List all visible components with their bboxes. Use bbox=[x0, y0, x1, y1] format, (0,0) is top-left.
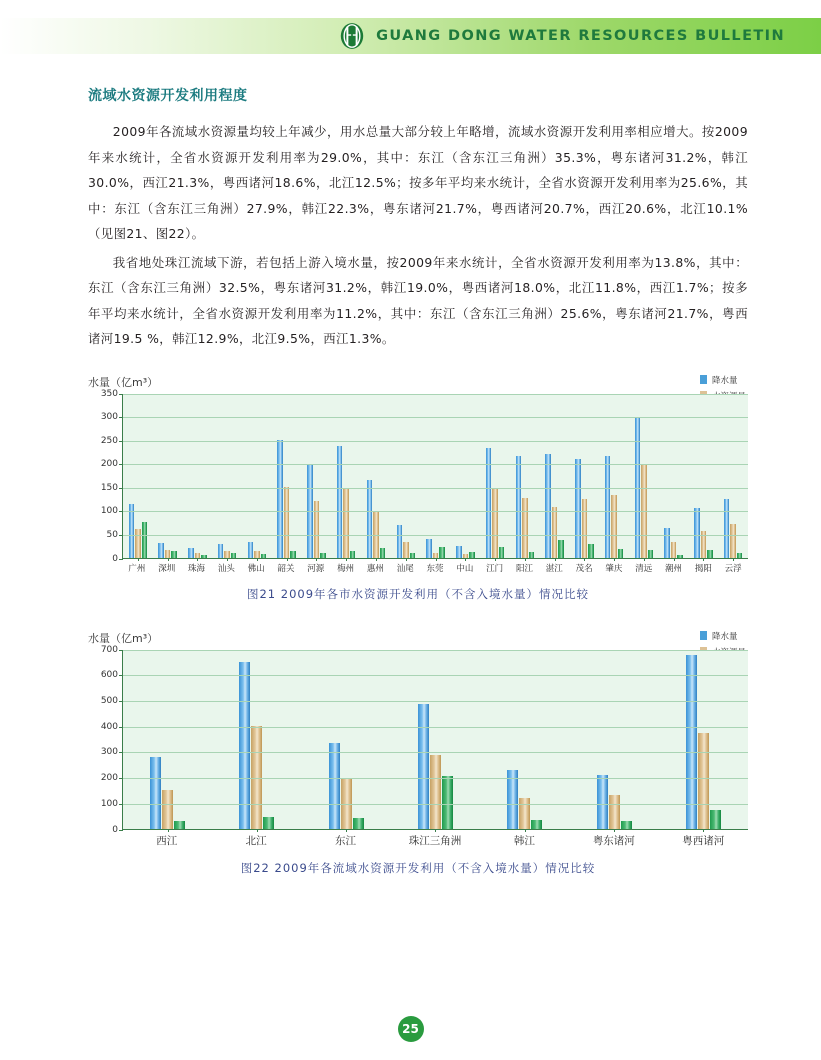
axis-tick bbox=[119, 441, 123, 442]
section-heading: 流域水资源开发利用程度 bbox=[88, 88, 248, 104]
bar-group bbox=[480, 650, 569, 829]
category-tick bbox=[703, 829, 704, 832]
axis-tick bbox=[119, 727, 123, 728]
category-tick bbox=[257, 829, 258, 832]
bar bbox=[284, 487, 290, 558]
bar bbox=[597, 775, 608, 828]
gridline bbox=[123, 701, 748, 702]
bar bbox=[277, 440, 283, 558]
legend-label: 降水量 bbox=[711, 375, 738, 386]
gridline bbox=[123, 778, 748, 779]
bar bbox=[290, 551, 296, 558]
bar bbox=[618, 549, 624, 558]
paragraph-2: 我省地处珠江流域下游，若包括上游入境水量，按2009年来水统计，全省水资源开发利用率为13.8%，其中：东江（含东江三角洲）32.5%，粤东诸河31.2%，韩江19.0%，粤西诸河18.0%，北江11.8%，西江1.7%；按多年平均来水统计，全省水资源开发利用率为11.2%，其中：东江（含东江三角洲）25.6%，粤东诸河21.7%，粤西诸河19.5 %，韩江12.9%，北江9.5%，西江1.3%。 bbox=[88, 254, 748, 346]
category-tick bbox=[346, 558, 347, 561]
bar bbox=[343, 489, 349, 557]
bar-group bbox=[569, 650, 658, 829]
axis-tick bbox=[119, 778, 123, 779]
category-tick bbox=[674, 558, 675, 561]
bar-group bbox=[391, 394, 421, 558]
bar bbox=[403, 542, 409, 558]
axis-tick bbox=[119, 394, 123, 395]
bar-group bbox=[212, 650, 301, 829]
bar bbox=[469, 552, 475, 557]
category-tick bbox=[614, 829, 615, 832]
bar bbox=[218, 544, 224, 558]
bar-group bbox=[302, 394, 332, 558]
chart2-y-axis bbox=[88, 644, 122, 835]
bar bbox=[552, 507, 558, 557]
bar-group bbox=[569, 394, 599, 558]
category-tick bbox=[316, 558, 317, 561]
chart2-y-axis-title: 水量（亿m³） bbox=[88, 631, 159, 645]
axis-tick bbox=[119, 752, 123, 753]
bar bbox=[710, 810, 721, 829]
y-tick-label: 200 bbox=[100, 459, 118, 470]
chart1-y-axis-title: 水量（亿m³） bbox=[88, 375, 159, 389]
page-content bbox=[88, 85, 748, 876]
bar bbox=[492, 488, 498, 558]
bar-group bbox=[421, 394, 451, 558]
gridline bbox=[123, 535, 748, 536]
gridline bbox=[123, 804, 748, 805]
bar-group bbox=[242, 394, 272, 558]
category-tick bbox=[376, 558, 377, 561]
bar bbox=[261, 554, 267, 558]
x-axis-label: 惠州 bbox=[366, 563, 384, 574]
bar-group bbox=[153, 394, 183, 558]
y-tick-label: 300 bbox=[100, 412, 118, 423]
category-tick bbox=[525, 558, 526, 561]
axis-tick bbox=[119, 464, 123, 465]
x-axis-label: 清远 bbox=[635, 563, 653, 574]
bar bbox=[531, 820, 542, 829]
bar-group bbox=[689, 394, 719, 558]
chart1-y-axis bbox=[88, 388, 122, 564]
bar bbox=[605, 456, 611, 557]
bar bbox=[621, 821, 632, 828]
bar bbox=[426, 539, 432, 558]
axis-tick bbox=[119, 675, 123, 676]
axis-tick bbox=[119, 417, 123, 418]
gridline bbox=[123, 650, 748, 651]
y-tick-label: 500 bbox=[100, 695, 118, 706]
category-tick bbox=[733, 558, 734, 561]
x-axis-label: 云浮 bbox=[724, 563, 742, 574]
category-tick bbox=[465, 558, 466, 561]
category-tick bbox=[138, 558, 139, 561]
paragraph-1: 2009年各流域水资源量均较上年减少，用水总量大部分较上年略增，流域水资源开发利用率相应增大。按2009年来水统计，全省水资源开发利用率为29.0%，其中：东江（含东江三角洲）35.3%，粤东诸河31.2%，韩江30.0%，西江21.3%，粤西诸河18.6%，北江12.5%；按多年平均来水统计，全省水资源开发利用率为25.6%，其中：东江（含东江三角洲）27.9%，韩江22.3%，粤东诸河21.7%，粤西诸河20.7%，西江20.6%，北江10.1%（见图21、图22）。 bbox=[88, 124, 748, 241]
bar bbox=[337, 446, 343, 558]
category-tick bbox=[227, 558, 228, 561]
chart1-plot bbox=[88, 388, 748, 564]
bar bbox=[397, 525, 403, 557]
category-tick bbox=[495, 558, 496, 561]
category-tick bbox=[168, 558, 169, 561]
x-axis-label: 粤西诸河 bbox=[682, 834, 725, 847]
chart2-plot bbox=[88, 644, 748, 835]
brand-title: GUANG DONG WATER RESOURCES BULLETIN bbox=[376, 28, 785, 44]
axis-tick bbox=[119, 535, 123, 536]
x-axis-label: 河源 bbox=[307, 563, 325, 574]
axis-tick bbox=[119, 650, 123, 651]
x-axis-label: 潮州 bbox=[665, 563, 683, 574]
x-axis-label: 珠海 bbox=[188, 563, 206, 574]
bar-group bbox=[123, 394, 153, 558]
y-tick-label: 250 bbox=[100, 435, 118, 446]
bar bbox=[558, 540, 564, 558]
bar bbox=[609, 795, 620, 828]
y-tick-label: 150 bbox=[100, 482, 118, 493]
bar bbox=[611, 495, 617, 557]
bar bbox=[439, 547, 445, 557]
legend-swatch-icon bbox=[700, 375, 707, 384]
category-tick bbox=[435, 829, 436, 832]
category-tick bbox=[584, 558, 585, 561]
y-tick-label: 100 bbox=[100, 798, 118, 809]
bar bbox=[165, 550, 171, 558]
x-axis-label: 肇庆 bbox=[605, 563, 623, 574]
bar bbox=[575, 459, 581, 558]
axis-tick bbox=[119, 559, 123, 560]
axis-tick bbox=[119, 701, 123, 702]
bar-group bbox=[659, 650, 748, 829]
x-axis-label: 茂名 bbox=[575, 563, 593, 574]
gridline bbox=[123, 417, 748, 418]
x-axis-label: 汕头 bbox=[217, 563, 235, 574]
y-tick-label: 100 bbox=[100, 506, 118, 517]
bar bbox=[588, 544, 594, 557]
brand bbox=[338, 22, 785, 50]
bar-group bbox=[331, 394, 361, 558]
bar-group bbox=[272, 394, 302, 558]
bar bbox=[519, 798, 530, 828]
bar bbox=[516, 456, 522, 557]
bar bbox=[158, 543, 164, 557]
bar-group bbox=[540, 394, 570, 558]
category-tick bbox=[287, 558, 288, 561]
y-tick-label: 600 bbox=[100, 670, 118, 681]
bar bbox=[248, 542, 254, 557]
legend-swatch-icon bbox=[700, 631, 707, 640]
x-axis-label: 珠江三角洲 bbox=[408, 834, 462, 847]
gridline bbox=[123, 727, 748, 728]
category-tick bbox=[406, 558, 407, 561]
page-header-band bbox=[0, 18, 821, 54]
category-tick bbox=[197, 558, 198, 561]
x-axis-label: 北江 bbox=[245, 834, 267, 847]
category-tick bbox=[346, 829, 347, 832]
y-tick-label: 0 bbox=[112, 553, 118, 564]
gridline bbox=[123, 441, 748, 442]
chart1-x-labels bbox=[122, 562, 748, 574]
bar bbox=[231, 553, 237, 558]
bar bbox=[648, 550, 654, 558]
y-tick-label: 300 bbox=[100, 747, 118, 758]
x-axis-label: 西江 bbox=[156, 834, 178, 847]
axis-tick bbox=[119, 830, 123, 831]
bar bbox=[150, 757, 161, 829]
bar bbox=[353, 818, 364, 828]
y-tick-label: 50 bbox=[106, 529, 118, 540]
y-tick-label: 200 bbox=[100, 773, 118, 784]
bar bbox=[254, 551, 260, 558]
category-tick bbox=[168, 829, 169, 832]
category-tick bbox=[525, 829, 526, 832]
bar-group bbox=[599, 394, 629, 558]
bar bbox=[724, 499, 730, 558]
bar bbox=[686, 655, 697, 829]
bar bbox=[320, 553, 326, 558]
bar bbox=[737, 553, 743, 557]
bar bbox=[529, 552, 535, 557]
chart2-plot-area bbox=[122, 650, 748, 830]
chart2-bars bbox=[123, 650, 748, 829]
chart1-plot-area bbox=[122, 394, 748, 559]
bar bbox=[430, 755, 441, 828]
category-tick bbox=[614, 558, 615, 561]
x-axis-label: 湛江 bbox=[545, 563, 563, 574]
y-tick-label: 700 bbox=[100, 644, 118, 655]
bar bbox=[545, 454, 551, 558]
bar bbox=[314, 501, 320, 558]
bar-group bbox=[123, 650, 212, 829]
figure-22-caption: 图22 2009年各流域水资源开发利用（不含入境水量）情况比较 bbox=[240, 860, 596, 875]
gridline bbox=[123, 511, 748, 512]
x-axis-label: 深圳 bbox=[158, 563, 176, 574]
bar bbox=[677, 555, 683, 558]
bar bbox=[707, 550, 713, 558]
bar bbox=[442, 776, 453, 828]
legend-label: 降水量 bbox=[711, 631, 738, 642]
bar bbox=[201, 555, 207, 557]
axis-tick bbox=[119, 488, 123, 489]
figure-21 bbox=[88, 374, 748, 602]
chart1-bars bbox=[123, 394, 748, 558]
bar bbox=[664, 528, 670, 557]
x-axis-label: 江门 bbox=[486, 563, 504, 574]
bar-group bbox=[302, 650, 391, 829]
chart2-x-labels bbox=[122, 833, 748, 848]
x-axis-label: 佛山 bbox=[247, 563, 265, 574]
bar bbox=[174, 821, 185, 829]
bar-group bbox=[212, 394, 242, 558]
bar-group bbox=[361, 394, 391, 558]
page-number: 25 bbox=[398, 1016, 424, 1042]
bar bbox=[135, 529, 141, 558]
gridline bbox=[123, 675, 748, 676]
x-axis-label: 梅州 bbox=[337, 563, 355, 574]
bar-group bbox=[183, 394, 213, 558]
x-axis-label: 揭阳 bbox=[694, 563, 712, 574]
bar-group bbox=[450, 394, 480, 558]
guangdong-water-logo-icon bbox=[338, 22, 366, 50]
gridline bbox=[123, 394, 748, 395]
bar bbox=[329, 743, 340, 828]
x-axis-label: 广州 bbox=[128, 563, 146, 574]
gridline bbox=[123, 752, 748, 753]
bar bbox=[188, 548, 194, 557]
bar-group bbox=[480, 394, 510, 558]
category-tick bbox=[644, 558, 645, 561]
axis-tick bbox=[119, 511, 123, 512]
x-axis-label: 粤东诸河 bbox=[592, 834, 635, 847]
category-tick bbox=[703, 558, 704, 561]
bar-group bbox=[391, 650, 480, 829]
bar bbox=[410, 553, 416, 558]
x-axis-label: 韶关 bbox=[277, 563, 295, 574]
bar bbox=[380, 548, 386, 557]
bar bbox=[694, 508, 700, 557]
bar bbox=[582, 499, 588, 558]
x-axis-label: 中山 bbox=[456, 563, 474, 574]
bar-group bbox=[718, 394, 748, 558]
y-tick-label: 0 bbox=[112, 824, 118, 835]
bar bbox=[499, 547, 505, 557]
bar bbox=[698, 733, 709, 828]
x-axis-label: 东莞 bbox=[426, 563, 444, 574]
x-axis-label: 汕尾 bbox=[396, 563, 414, 574]
x-axis-label: 韩江 bbox=[513, 834, 535, 847]
axis-tick bbox=[119, 804, 123, 805]
y-tick-label: 350 bbox=[100, 388, 118, 399]
figure-22 bbox=[88, 630, 748, 876]
y-tick-label: 400 bbox=[100, 721, 118, 732]
bar bbox=[367, 480, 373, 558]
bar bbox=[263, 817, 274, 829]
bar bbox=[730, 524, 736, 558]
bar bbox=[456, 546, 462, 557]
category-tick bbox=[555, 558, 556, 561]
x-axis-label: 阳江 bbox=[515, 563, 533, 574]
bar-group bbox=[510, 394, 540, 558]
bar bbox=[522, 498, 528, 558]
gridline bbox=[123, 464, 748, 465]
bar bbox=[418, 704, 429, 828]
bar bbox=[162, 790, 173, 828]
bar bbox=[671, 542, 677, 558]
bar bbox=[350, 551, 356, 557]
category-tick bbox=[257, 558, 258, 561]
x-axis-label: 东江 bbox=[335, 834, 357, 847]
legend-item-1 bbox=[700, 630, 746, 642]
bar-group bbox=[659, 394, 689, 558]
legend-item-1 bbox=[700, 374, 746, 386]
bar bbox=[142, 522, 148, 558]
gridline bbox=[123, 488, 748, 489]
bar-group bbox=[629, 394, 659, 558]
bar bbox=[171, 551, 177, 558]
figure-21-caption: 图21 2009年各市水资源开发利用（不含入境水量）情况比较 bbox=[246, 586, 590, 601]
category-tick bbox=[436, 558, 437, 561]
